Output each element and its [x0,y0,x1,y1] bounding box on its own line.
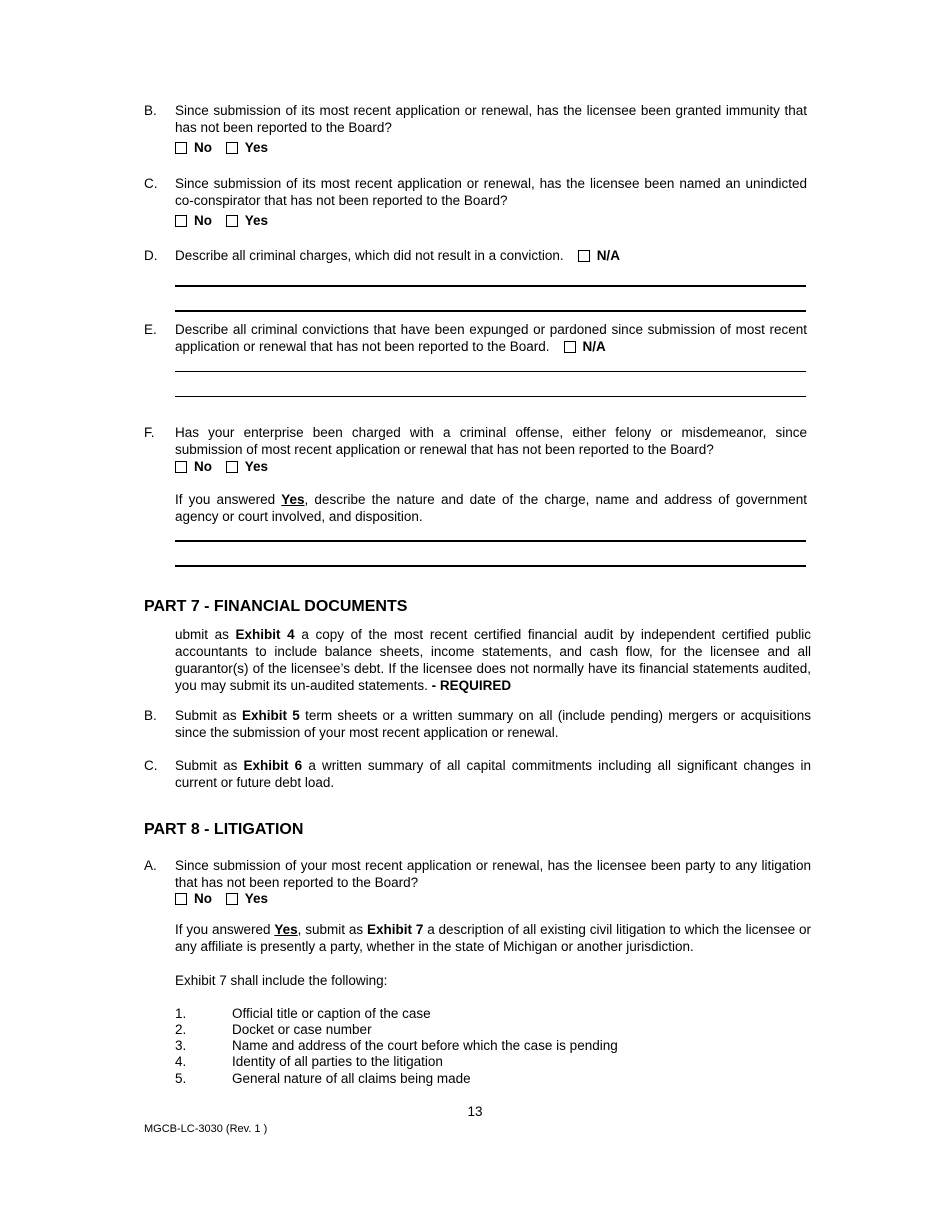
yes-label: Yes [244,213,269,228]
answer-line[interactable] [175,396,806,397]
item-c-question: Since submission of its most recent application or renewal, has the licensee been named an unindicted co-conspirator that has not been reported to the Board? [175,176,807,208]
exhibit-6: Exhibit 6 [243,758,303,773]
item-e-na-option [550,339,606,354]
part7-c-letter: C. [144,758,158,773]
answer-line[interactable] [175,310,806,312]
list-item-number: 1. [175,1006,187,1021]
item-b-letter: B. [144,103,157,118]
part7-item-b: Submit as Exhibit 5 term sheets or a written summary on all (include pending) mergers or acquisitions since the submission of your most recent application or renewal. [175,708,811,740]
answer-line[interactable] [175,565,806,567]
exhibit-7: Exhibit 7 [366,922,424,937]
na-checkbox[interactable] [564,341,576,353]
part7-item-a: ubmit as Exhibit 4 a copy of the most recent certified financial audit by independent certified public accountants to include balance sheets, income statements, and cash flow, for the licensee and all guarantor(s) of the licensee’s debt. If the licensee does not normally have its financial statements audited, you may submit its un-audited statements. - REQUIRED [175,627,811,693]
item-d-letter: D. [144,248,158,263]
part8-a-options [175,890,268,907]
item-f-options [175,458,268,475]
list-item: Official title or caption of the case [232,1006,431,1021]
list-item-number: 5. [175,1071,187,1086]
part7-heading: PART 7 - FINANCIAL DOCUMENTS [144,598,408,615]
item-b-options [175,139,268,156]
required-label: - REQUIRED [431,678,512,693]
no-label: No [194,891,212,906]
no-checkbox[interactable] [175,461,187,473]
list-item-number: 3. [175,1038,187,1053]
no-label: No [194,459,212,474]
list-item: Docket or case number [232,1022,372,1037]
exhibit-4: Exhibit 4 [235,627,295,642]
yes-label: Yes [244,891,269,906]
item-d-na-option [564,248,620,263]
yes-emphasis: Yes [274,922,298,937]
answer-line[interactable] [175,371,806,372]
item-f-followup: If you answered Yes, describe the nature and date of the charge, name and address of government agency or court involved, and disposition. [175,492,807,524]
yes-emphasis: Yes [281,492,305,507]
na-label: N/A [596,248,620,263]
item-d-question [175,247,807,264]
yes-label: Yes [244,459,269,474]
item-e-letter: E. [144,322,157,337]
part8-item-a-question: Since submission of your most recent application or renewal, has the licensee been party to any litigation that has not been reported to the Board? [175,858,811,890]
list-item: General nature of all claims being made [232,1071,471,1086]
answer-line[interactable] [175,540,806,542]
part7-item-c: Submit as Exhibit 6 a written summary of all capital commitments including all significant changes in current or future debt load. [175,758,811,790]
item-b-question: Since submission of its most recent application or renewal, has the licensee been granted immunity that has not been reported to the Board? [175,103,807,135]
yes-checkbox[interactable] [226,215,238,227]
item-d-text: Describe all criminal charges, which did not result in a conviction. [175,248,564,263]
item-f-letter: F. [144,425,155,440]
no-checkbox[interactable] [175,215,187,227]
no-checkbox[interactable] [175,142,187,154]
list-item: Identity of all parties to the litigation [232,1054,443,1069]
no-label: No [194,140,212,155]
item-f-question: Has your enterprise been charged with a criminal offense, either felony or misdemeanor, since submission of most recent application or renewal that has not been reported to the Board? [175,425,807,457]
no-label: No [194,213,212,228]
yes-checkbox[interactable] [226,142,238,154]
form-code-footer: MGCB-LC-3030 (Rev. 1 ) [144,1123,268,1135]
yes-checkbox[interactable] [226,461,238,473]
yes-label: Yes [244,140,269,155]
item-e-question [175,321,807,355]
na-checkbox[interactable] [578,250,590,262]
part8-a-followup: If you answered Yes, submit as Exhibit 7 a description of all existing civil litigation to which the licensee or any affiliate is presently a party, whether in the state of Michigan or another jurisdiction. [175,922,811,954]
exhibit-5: Exhibit 5 [241,708,300,723]
list-item-number: 4. [175,1054,187,1069]
item-c-letter: C. [144,176,158,191]
list-item-number: 2. [175,1022,187,1037]
exhibit-7-intro: Exhibit 7 shall include the following: [175,973,388,988]
part7-b-letter: B. [144,708,157,723]
answer-line[interactable] [175,285,806,287]
part8-a-letter: A. [144,858,157,873]
item-c-options [175,212,268,229]
no-checkbox[interactable] [175,893,187,905]
part8-heading: PART 8 - LITIGATION [144,821,304,838]
list-item: Name and address of the court before which the case is pending [232,1038,618,1053]
yes-checkbox[interactable] [226,893,238,905]
na-label: N/A [582,339,606,354]
page-number: 13 [467,1104,483,1119]
item-e-text: Describe all criminal convictions that have been expunged or pardoned since submission of most recent application or renewal that has not been reported to the Board. [175,322,807,354]
